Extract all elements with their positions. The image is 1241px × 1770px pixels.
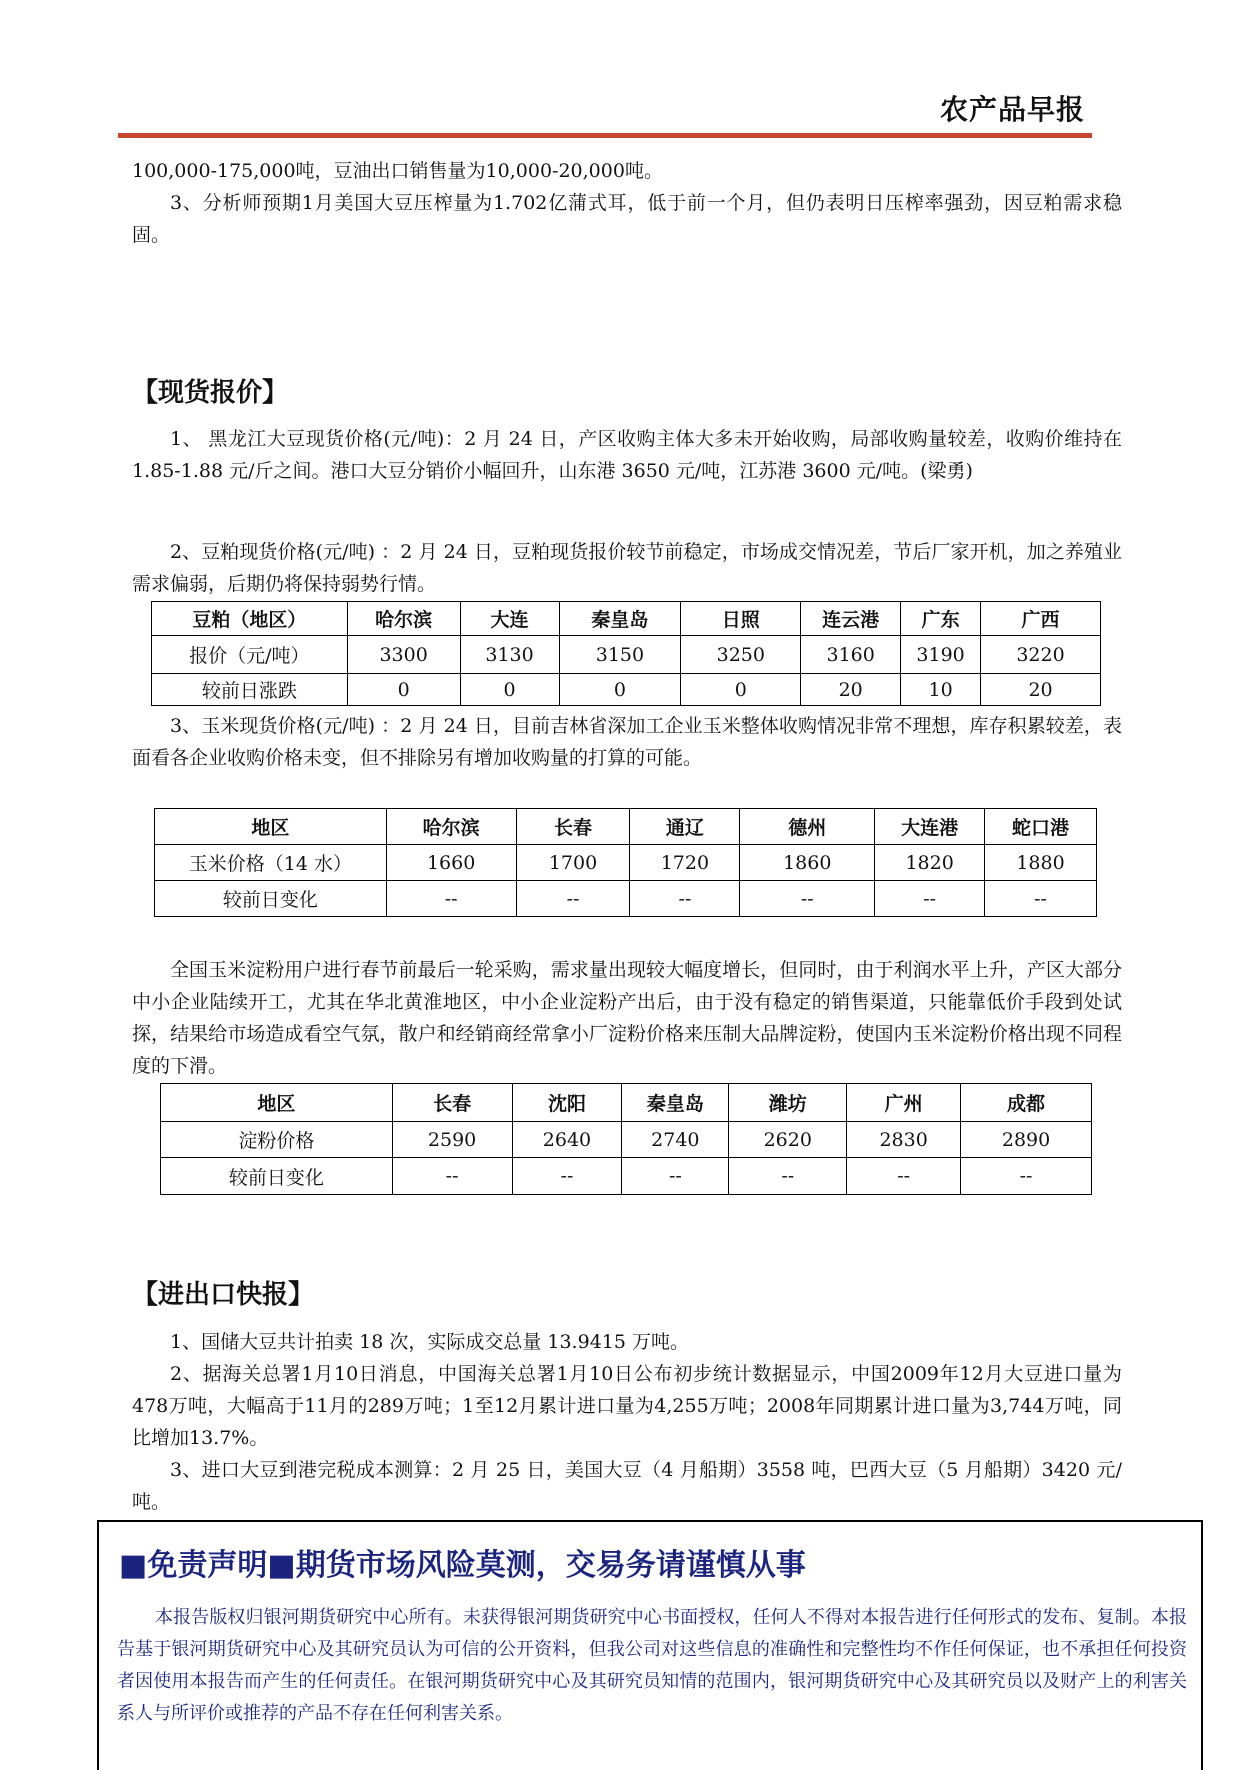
table-cell: 较前日涨跌 xyxy=(152,674,348,706)
table-cell: 2890 xyxy=(961,1122,1092,1158)
table-cell: 3220 xyxy=(981,636,1101,674)
table-cell: 1700 xyxy=(516,845,630,881)
table-header-cell: 长春 xyxy=(516,809,630,845)
table-cell: -- xyxy=(516,881,630,917)
table-cell: 3190 xyxy=(901,636,981,674)
table-header-cell: 沈阳 xyxy=(512,1084,622,1122)
table-header-cell: 日照 xyxy=(681,602,801,636)
spot-section-title: 【现货报价】 xyxy=(132,378,289,408)
table-cell: 3300 xyxy=(347,636,460,674)
table-cell: 0 xyxy=(460,674,559,706)
table-header-cell: 哈尔滨 xyxy=(347,602,460,636)
table-cell: 2740 xyxy=(622,1122,729,1158)
disclaimer-body: 本报告版权归银河期货研究中心所有。未获得银河期货研究中心书面授权，任何人不得对本报告进行任何形式的发布、复制。本报告基于银河期货研究中心及其研究员认为可信的公开资料，但我公司对这些信息的准确性和完整性均不作任何保证，也不承担任何投资者因使用本报告而产生的任何责任。在银河期货研究中心及其研究员知情的范围内，银河期货研究中心及其研究员以及财产上的利害关系人与所评价或推荐的产品不存在任何利害关系。 xyxy=(117,1607,1187,1724)
corn-price-table xyxy=(154,808,1097,917)
table-cell: 0 xyxy=(681,674,801,706)
table-cell: 1860 xyxy=(740,845,875,881)
table-cell: -- xyxy=(740,881,875,917)
table-cell: -- xyxy=(875,881,985,917)
trade-paragraph-3: 3、进口大豆到港完税成本测算：2 月 25 日，美国大豆（4 月船期）3558 吨，巴西大豆（5 月船期）3420 元/吨。 xyxy=(132,1459,1122,1513)
trade-section-title: 【进出口快报】 xyxy=(132,1280,315,1310)
table-cell: 20 xyxy=(801,674,901,706)
table-cell: -- xyxy=(392,1158,512,1195)
spot-paragraph-3: 3、玉米现货价格(元/吨) ：2 月 24 日，目前吉林省深加工企业玉米整体收购情况非常不理想，库存积累较差，表面看各企业收购价格未变，但不排除另有增加收购量的打算的可能。 xyxy=(132,715,1122,769)
table-header-cell: 成都 xyxy=(961,1084,1092,1122)
table-cell: -- xyxy=(729,1158,847,1195)
table-cell: 较前日变化 xyxy=(161,1158,393,1195)
report-title: 农产品早报 xyxy=(940,93,1086,126)
table-cell: 3130 xyxy=(460,636,559,674)
table-row xyxy=(155,881,1097,917)
spot-paragraph-1: 1、 黑龙江大豆现货价格(元/吨)：2 月 24 日，产区收购主体大多未开始收购，局部收购量较差，收购价维持在 1.85-1.88 元/斤之间。港口大豆分销价小幅回升，山东港 3650 元/吨，江苏港 3600 元/吨。(梁勇) xyxy=(132,428,1122,482)
spot-paragraph-2: 2、豆粕现货价格(元/吨) ：2 月 24 日，豆粕现货报价较节前稳定，市场成交情况差，节后厂家开机，加之养殖业需求偏弱，后期仍将保持弱势行情。 xyxy=(132,541,1122,595)
table-header-cell: 广东 xyxy=(901,602,981,636)
table-cell: 2830 xyxy=(847,1122,961,1158)
table-cell: -- xyxy=(847,1158,961,1195)
table-header-cell: 地区 xyxy=(155,809,387,845)
spot-paragraph-4: 全国玉米淀粉用户进行春节前最后一轮采购，需求量出现较大幅度增长，但同时，由于利润水平上升，产区大部分中小企业陆续开工，尤其在华北黄淮地区，中小企业淀粉产出后，由于没有稳定的销售渠道，只能靠低价手段到处试探，结果给市场造成看空气氛，散户和经销商经常拿小厂淀粉价格来压制大品牌淀粉，使国内玉米淀粉价格出现不同程度的下滑。 xyxy=(132,959,1122,1077)
intro-paragraph-2: 3、分析师预期1月美国大豆压榨量为1.702亿蒲式耳，低于前一个月，但仍表明日压榨率强劲，因豆粕需求稳固。 xyxy=(132,192,1122,246)
trade-paragraph-1: 1、国储大豆共计拍卖 18 次，实际成交总量 13.9415 万吨。 xyxy=(170,1331,689,1353)
table-header-cell: 秦皇岛 xyxy=(559,602,681,636)
table-cell: 1880 xyxy=(985,845,1097,881)
table-cell: 3150 xyxy=(559,636,681,674)
table-cell: -- xyxy=(622,1158,729,1195)
table-row xyxy=(161,1158,1092,1195)
disclaimer-title: ■免责声明■期货市场风险莫测，交易务请谨慎从事 xyxy=(119,1548,806,1583)
table-cell: -- xyxy=(512,1158,622,1195)
table-header-cell: 秦皇岛 xyxy=(622,1084,729,1122)
table-header-cell: 潍坊 xyxy=(729,1084,847,1122)
table-header-cell: 大连 xyxy=(460,602,559,636)
table-cell: 10 xyxy=(901,674,981,706)
table-cell: 玉米价格（14 水） xyxy=(155,845,387,881)
table-header-cell: 蛇口港 xyxy=(985,809,1097,845)
table-header-cell: 广州 xyxy=(847,1084,961,1122)
table-header-cell: 哈尔滨 xyxy=(386,809,516,845)
intro-paragraph-1: 100,000-175,000吨，豆油出口销售量为10,000-20,000吨。 xyxy=(132,160,663,182)
header-divider xyxy=(118,133,1092,138)
table-cell: 淀粉价格 xyxy=(161,1122,393,1158)
table-cell: 2620 xyxy=(729,1122,847,1158)
table-header-cell: 通辽 xyxy=(630,809,740,845)
table-row xyxy=(155,845,1097,881)
table-cell: 2640 xyxy=(512,1122,622,1158)
table-cell: -- xyxy=(961,1158,1092,1195)
table-header-cell: 大连港 xyxy=(875,809,985,845)
table-cell: 0 xyxy=(347,674,460,706)
table-header-cell: 地区 xyxy=(161,1084,393,1122)
table-cell: 3250 xyxy=(681,636,801,674)
disclaimer-box xyxy=(97,1520,1203,1770)
table-cell: 2590 xyxy=(392,1122,512,1158)
table-row xyxy=(152,674,1101,706)
table-cell: 1720 xyxy=(630,845,740,881)
table-cell: -- xyxy=(630,881,740,917)
starch-price-table xyxy=(160,1083,1092,1195)
table-cell: 0 xyxy=(559,674,681,706)
table-cell: 20 xyxy=(981,674,1101,706)
table-row xyxy=(152,636,1101,674)
table-cell: 报价（元/吨） xyxy=(152,636,348,674)
table-header-cell: 广西 xyxy=(981,602,1101,636)
table-cell: 1820 xyxy=(875,845,985,881)
table-header-row xyxy=(152,602,1101,636)
trade-paragraph-2: 2、据海关总署1月10日消息，中国海关总署1月10日公布初步统计数据显示，中国2009年12月大豆进口量为478万吨，大幅高于11月的289万吨；1至12月累计进口量为4,255万吨；2008年同期累计进口量为3,744万吨，同比增加13.7%。 xyxy=(132,1363,1122,1449)
table-cell: -- xyxy=(985,881,1097,917)
table-header-cell: 豆粕（地区） xyxy=(152,602,348,636)
table-cell: 较前日变化 xyxy=(155,881,387,917)
table-header-cell: 连云港 xyxy=(801,602,901,636)
table-cell: 3160 xyxy=(801,636,901,674)
table-cell: -- xyxy=(386,881,516,917)
table-header-row xyxy=(155,809,1097,845)
table-row xyxy=(161,1122,1092,1158)
table-header-cell: 德州 xyxy=(740,809,875,845)
table-header-row xyxy=(161,1084,1092,1122)
table-header-cell: 长春 xyxy=(392,1084,512,1122)
soymeal-price-table xyxy=(151,601,1101,706)
table-cell: 1660 xyxy=(386,845,516,881)
